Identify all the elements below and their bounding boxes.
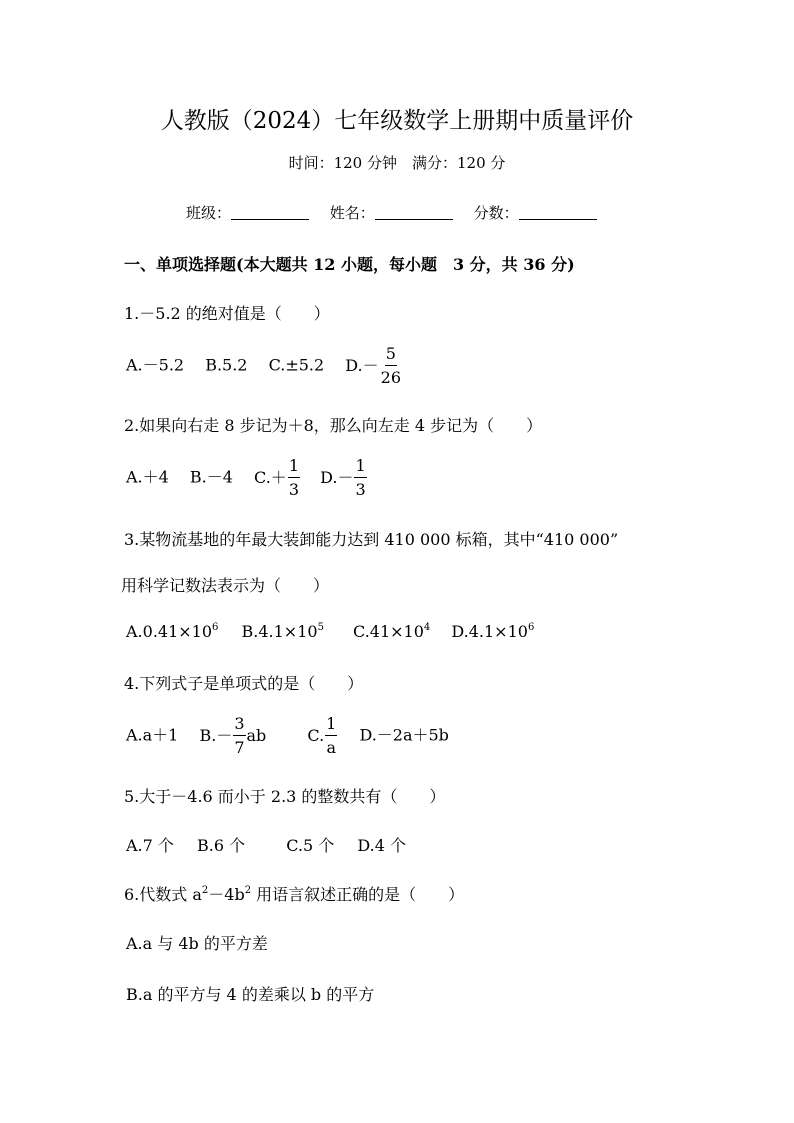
fraction: $\frac{1}{a}$ xyxy=(326,714,337,757)
section-heading: 一、单项选择题(本大题共 12 小题，每小题 3 分，共 36 分) xyxy=(124,255,575,274)
score-label: 分数： xyxy=(473,204,519,222)
q5-option-d: D.4 个 xyxy=(357,836,406,855)
q1-option-a: A.－5.2 xyxy=(126,355,185,375)
q4-option-a: A.a＋1 xyxy=(126,725,179,745)
class-blank xyxy=(231,204,309,220)
question-4-options xyxy=(126,716,449,756)
question-4-stem: 4.下列式子是单项式的是（ ） xyxy=(124,674,364,693)
q3-option-b: $B.4.1\times 10^5$ xyxy=(241,622,324,641)
q1-option-c: C.±5.2 xyxy=(268,355,325,375)
question-1-stem: 1.－5.2 的绝对值是（ ） xyxy=(124,304,330,323)
page-title: 人教版（2024）七年级数学上册期中质量评价 xyxy=(160,108,634,134)
question-2-stem: 2.如果向右走 8 步记为＋8，那么向左走 4 步记为（ ） xyxy=(124,416,543,435)
fraction: $\frac{1}{3}$ xyxy=(355,456,366,499)
q1-option-b: B.5.2 xyxy=(205,355,248,375)
question-6-stem: 6.代数式 $a^2-4b^2$ 用语言叙述正确的是（ ） xyxy=(124,885,465,904)
q4-option-c: C. $\frac{1}{a}$ xyxy=(307,714,337,757)
question-3-stem-line2: 用科学记数法表示为（ ） xyxy=(121,576,330,595)
question-1-options xyxy=(126,346,403,386)
q5-option-b: B.6 个 xyxy=(197,836,246,855)
q3-option-a: $A.0.41\times 10^6$ xyxy=(126,622,219,641)
fraction: $\frac{5}{26}$ xyxy=(380,344,401,387)
q3-option-c: $C.41\times 10^4$ xyxy=(353,622,431,641)
q2-option-c: C.＋ $\frac{1}{3}$ xyxy=(254,456,299,499)
q4-option-d: D.－2a＋5b xyxy=(359,725,449,745)
q5-option-c: C.5 个 xyxy=(286,836,335,855)
question-3-stem-line1: 3.某物流基地的年最大装卸能力达到 410 000 标箱，其中“410 000” xyxy=(124,530,619,549)
q6-option-a: A.a 与 4b 的平方差 xyxy=(126,934,268,953)
question-5-stem: 5.大于－4.6 而小于 2.3 的整数共有（ ） xyxy=(124,787,446,806)
student-info-row xyxy=(186,202,613,223)
q2-option-a: A.＋4 xyxy=(126,467,169,487)
q2-option-d: D.－ $\frac{1}{3}$ xyxy=(320,456,366,499)
q6-option-b: B.a 的平方与 4 的差乘以 b 的平方 xyxy=(126,985,375,1004)
q3-option-d: $D.4.1\times 10^6$ xyxy=(451,622,535,641)
question-2-options xyxy=(126,458,368,498)
fraction: $\frac{3}{7}$ xyxy=(234,714,245,757)
fraction: $\frac{1}{3}$ xyxy=(288,456,299,499)
q2-option-b: B.－4 xyxy=(189,467,233,487)
name-blank xyxy=(375,204,453,220)
q5-option-a: A.7 个 xyxy=(126,836,174,855)
question-3-options xyxy=(126,622,534,641)
class-label: 班级： xyxy=(186,204,232,222)
name-label: 姓名： xyxy=(329,204,375,222)
exam-info: 时间：120 分钟 满分：120 分 xyxy=(288,154,506,172)
question-5-options xyxy=(126,833,406,856)
score-blank xyxy=(519,204,597,220)
q4-option-b: B.－ $\frac{3}{7}$ ab xyxy=(199,714,267,757)
q1-option-d: D.－ $\frac{5}{26}$ xyxy=(345,344,401,387)
